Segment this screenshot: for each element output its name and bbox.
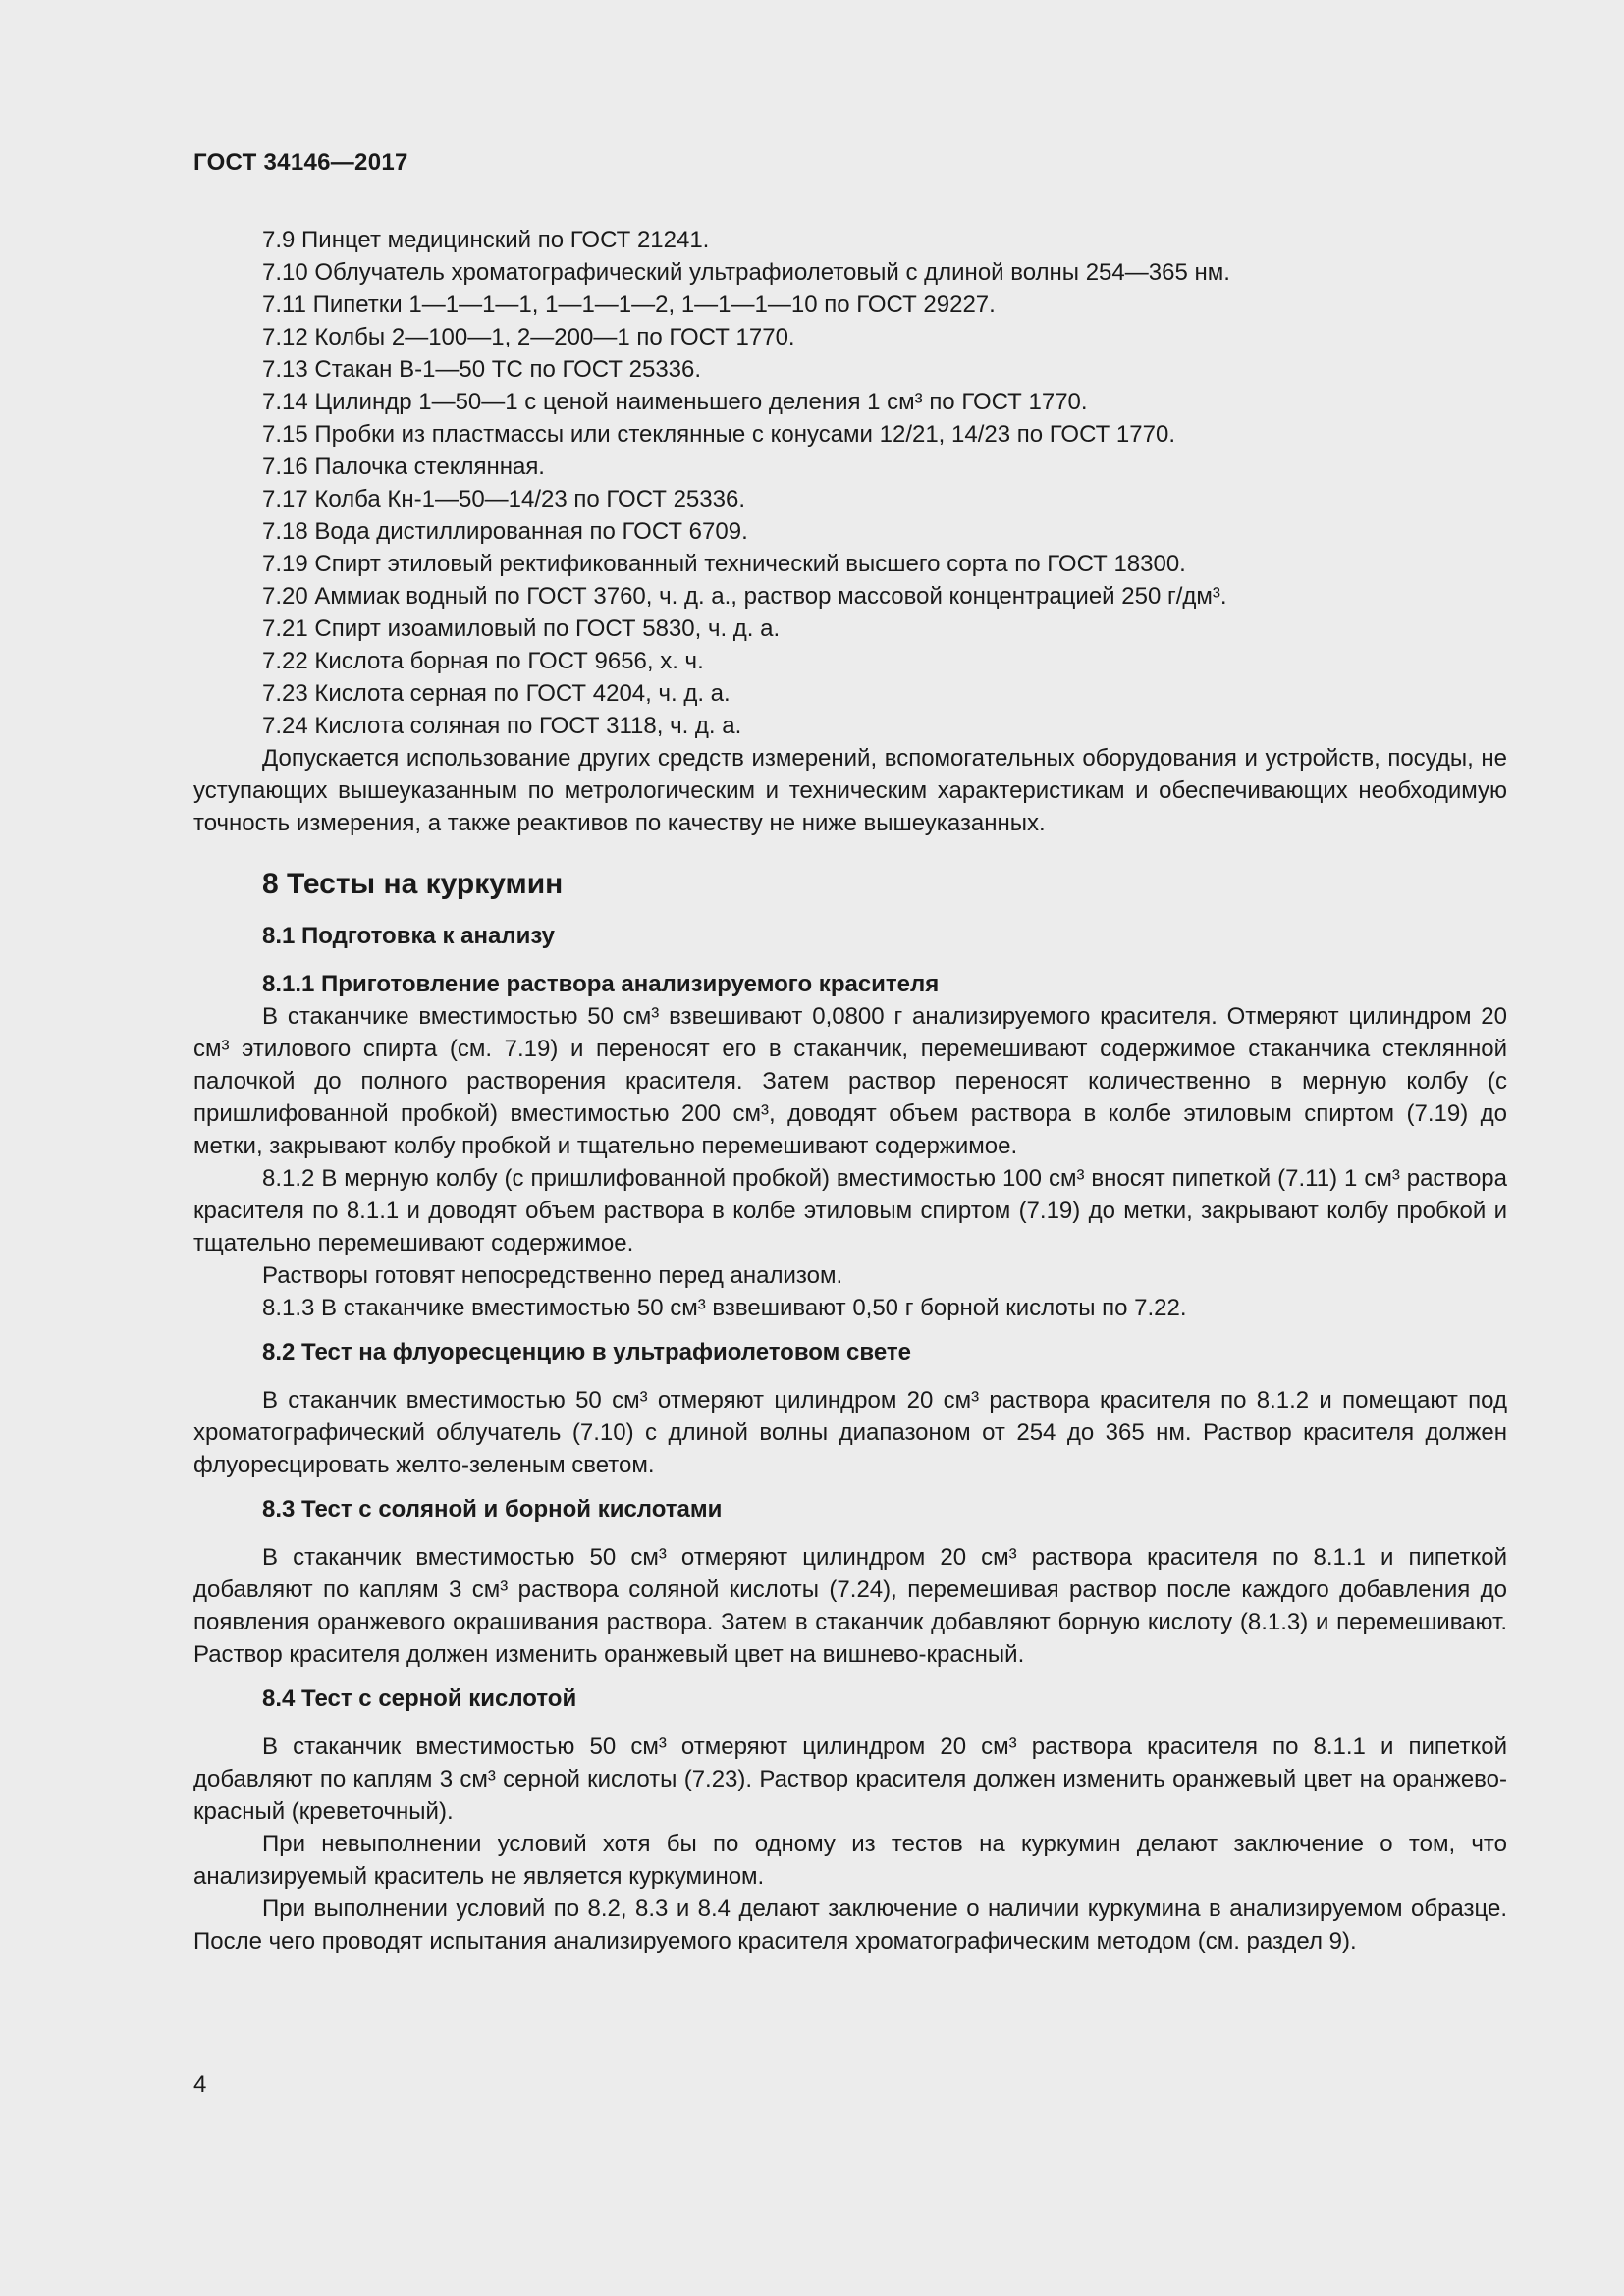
section-8-1-1-text: В стаканчике вместимостью 50 см³ взвешивают 0,0800 г анализируемого красителя. Отмеряют цилиндром 20 см³ этилового спирта (см. 7.19) и переносят его в стаканчик, перемешивают содержимое стаканчика стеклянной палочкой до полного растворения красителя. Затем раствор переносят количественно в мерную колбу (с пришлифованной пробкой) вместимостью 200 см³, доводят объем раствора в колбе этиловым спиртом (7.19) до метки, закрывают колбу пробкой и тщательно перемешивают содержимое. <box>193 1003 1507 1159</box>
list-item: 7.16 Палочка стеклянная. <box>262 454 545 480</box>
list-item: 7.15 Пробки из пластмассы или стеклянные с конусами 12/21, 14/23 по ГОСТ 1770. <box>262 421 1175 448</box>
list-item: 7.18 Вода дистиллированная по ГОСТ 6709. <box>262 518 748 545</box>
paragraph-allowed-substitutes: Допускается использование других средств измерений, вспомогательных оборудования и устройств, посуды, не уступающих вышеуказанным по метрологическим и техническим характеристикам и обеспечивающих необходимую точность измерения, а также реактивов по качеству не ниже вышеуказанных. <box>193 745 1507 836</box>
section-8-3-text: В стаканчик вместимостью 50 см³ отмеряют цилиндром 20 см³ раствора красителя по 8.1.1 и пипеткой добавляют по каплям 3 см³ раствора соляной кислоты (7.24), перемешивая раствор после каждого добавления до появления оранжевого окрашивания раствора. Затем в стаканчик добавляют борную кислоту (8.1.3) и перемешивают. Раствор красителя должен изменить оранжевый цвет на вишнево-красный. <box>193 1544 1507 1668</box>
section-8-2-heading: 8.2 Тест на флуоресценцию в ультрафиолетовом свете <box>262 1339 911 1365</box>
list-item: 7.24 Кислота соляная по ГОСТ 3118, ч. д. а. <box>262 713 742 739</box>
list-item: 7.21 Спирт изоамиловый по ГОСТ 5830, ч. д. а. <box>262 615 781 642</box>
list-item: 7.12 Колбы 2—100—1, 2—200—1 по ГОСТ 1770. <box>262 324 795 350</box>
list-item: 7.9 Пинцет медицинский по ГОСТ 21241. <box>262 227 710 253</box>
section-8-3-heading: 8.3 Тест с соляной и борной кислотами <box>262 1496 723 1522</box>
list-item: 7.11 Пипетки 1—1—1—1, 1—1—1—2, 1—1—1—10 по ГОСТ 29227. <box>262 292 996 318</box>
section-8-4-conclusion-positive: При выполнении условий по 8.2, 8.3 и 8.4 делают заключение о наличии куркумина в анализируемом образце. После чего проводят испытания анализируемого красителя хроматографическим методом (см. раздел 9). <box>193 1896 1507 1954</box>
document-header: ГОСТ 34146—2017 <box>193 149 408 176</box>
section-8-4-text: В стаканчик вместимостью 50 см³ отмеряют цилиндром 20 см³ раствора красителя по 8.1.1 и пипеткой добавляют по каплям 3 см³ серной кислоты (7.23). Раствор красителя должен изменить оранжевый цвет на оранжево-красный (креветочный). <box>193 1734 1507 1825</box>
solutions-note: Растворы готовят непосредственно перед анализом. <box>262 1262 843 1289</box>
list-item: 7.23 Кислота серная по ГОСТ 4204, ч. д. а. <box>262 680 731 707</box>
equipment-list <box>193 224 1507 742</box>
list-item: 7.13 Стакан В-1—50 ТС по ГОСТ 25336. <box>262 356 702 383</box>
list-item: 7.17 Колба Кн-1—50—14/23 по ГОСТ 25336. <box>262 486 745 512</box>
section-8-1-1-heading: 8.1.1 Приготовление раствора анализируемого красителя <box>262 971 940 997</box>
section-8-4-conclusion-negative: При невыполнении условий хотя бы по одному из тестов на куркумин делают заключение о том, что анализируемый краситель не является куркумином. <box>193 1831 1507 1890</box>
section-8-1-3-text: 8.1.3 В стаканчике вместимостью 50 см³ взвешивают 0,50 г борной кислоты по 7.22. <box>262 1295 1187 1321</box>
list-item: 7.14 Цилиндр 1—50—1 с ценой наименьшего деления 1 см³ по ГОСТ 1770. <box>262 389 1088 415</box>
section-8-heading: 8 Тесты на куркумин <box>262 868 564 900</box>
section-8-4-heading: 8.4 Тест с серной кислотой <box>262 1685 577 1712</box>
page-number: 4 <box>193 2071 207 2098</box>
section-8-1-2-text: 8.1.2 В мерную колбу (с пришлифованной пробкой) вместимостью 100 см³ вносят пипеткой (7.11) 1 см³ раствора красителя по 8.1.1 и доводят объем раствора в колбе этиловым спиртом (7.19) до метки, закрывают колбу пробкой и тщательно перемешивают содержимое. <box>193 1165 1507 1256</box>
list-item: 7.10 Облучатель хроматографический ультрафиолетовый с длиной волны 254—365 нм. <box>262 259 1230 286</box>
section-8-1-heading: 8.1 Подготовка к анализу <box>262 923 556 949</box>
page-content <box>193 224 1507 1957</box>
list-item: 7.22 Кислота борная по ГОСТ 9656, х. ч. <box>262 648 704 674</box>
list-item: 7.20 Аммиак водный по ГОСТ 3760, ч. д. а., раствор массовой концентрацией 250 г/дм³. <box>262 583 1227 610</box>
section-8-2-text: В стаканчик вместимостью 50 см³ отмеряют цилиндром 20 см³ раствора красителя по 8.1.2 и помещают под хроматографический облучатель (7.10) с длиной волны диапазоном от 254 до 365 нм. Раствор красителя должен флуоресцировать желто-зеленым светом. <box>193 1387 1507 1478</box>
list-item: 7.19 Спирт этиловый ректификованный технический высшего сорта по ГОСТ 18300. <box>262 551 1186 577</box>
